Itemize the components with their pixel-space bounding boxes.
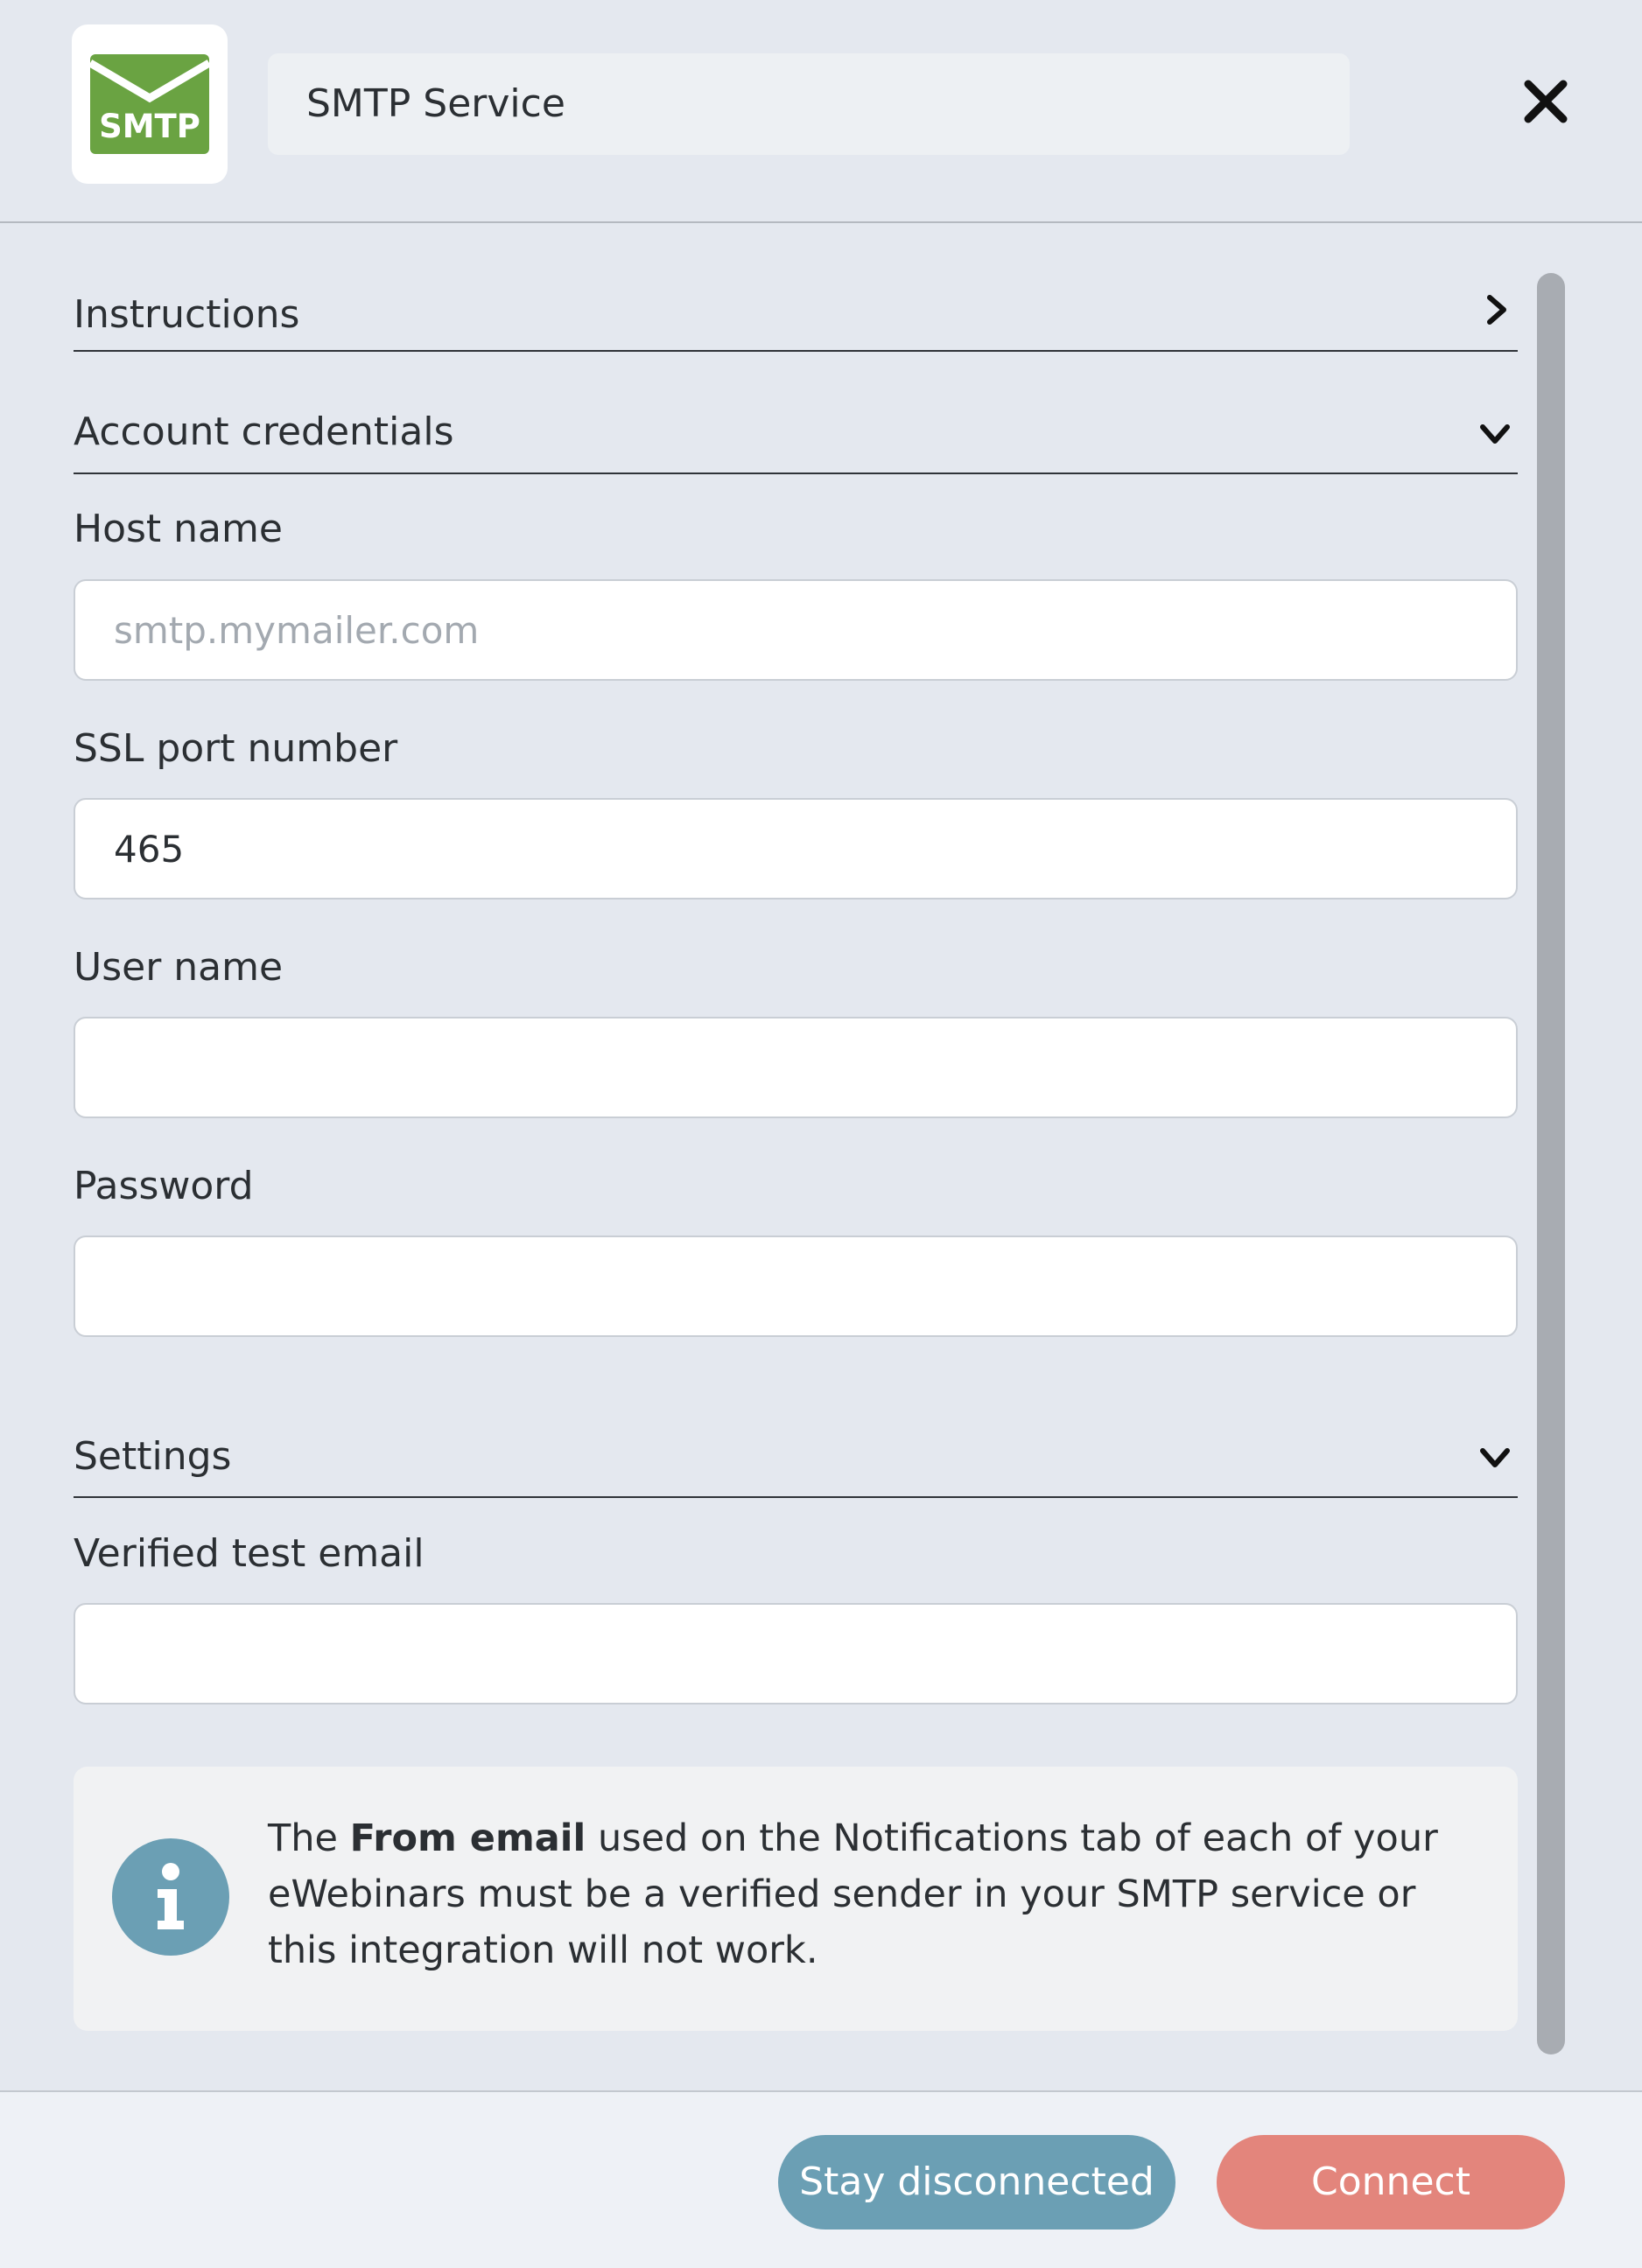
chevron-down-icon: [1477, 418, 1512, 450]
modal-body: [0, 225, 1642, 2090]
ssl-port-label: SSL port number: [74, 726, 398, 771]
user-name-label: User name: [74, 945, 284, 990]
info-notice: [74, 1767, 1518, 2031]
integration-title: SMTP Service: [268, 53, 1350, 155]
password-label: Password: [74, 1164, 254, 1208]
verified-test-email-label: Verified test email: [74, 1531, 425, 1576]
settings-section-header[interactable]: [74, 1419, 1518, 1498]
modal-header: [0, 0, 1642, 223]
smtp-logo-text: SMTP: [99, 108, 200, 145]
connect-button[interactable]: Connect: [1217, 2135, 1565, 2230]
chevron-down-icon: [1477, 1442, 1512, 1474]
close-icon: [1514, 70, 1577, 133]
modal-footer: [0, 2090, 1642, 2268]
ssl-port-input[interactable]: [74, 798, 1518, 900]
info-text-after: used on the Notifications tab of each of your eWebinars must be a verified sender in your SMTP service or this integration will not work.: [268, 1816, 1438, 1972]
instructions-section-header[interactable]: [74, 273, 1518, 352]
info-text-bold: From email: [349, 1816, 586, 1860]
scrollbar-thumb[interactable]: [1537, 273, 1565, 2054]
verified-test-email-input[interactable]: [74, 1603, 1518, 1704]
account-credentials-label: Account credentials: [74, 410, 454, 454]
host-name-label: Host name: [74, 507, 283, 551]
info-text-before: The: [268, 1816, 350, 1860]
close-button[interactable]: [1514, 70, 1577, 133]
chevron-right-icon: [1481, 292, 1512, 327]
info-icon: [112, 1838, 229, 1956]
smtp-envelope-icon: [90, 54, 209, 154]
instructions-label: Instructions: [74, 292, 300, 337]
user-name-input[interactable]: [74, 1017, 1518, 1118]
info-text: [268, 1810, 1484, 1978]
settings-label: Settings: [74, 1434, 232, 1479]
stay-disconnected-button[interactable]: Stay disconnected: [778, 2135, 1175, 2230]
smtp-logo: [72, 24, 228, 184]
account-credentials-section-header[interactable]: [74, 396, 1518, 474]
host-name-input[interactable]: [74, 579, 1518, 681]
password-input[interactable]: [74, 1236, 1518, 1337]
